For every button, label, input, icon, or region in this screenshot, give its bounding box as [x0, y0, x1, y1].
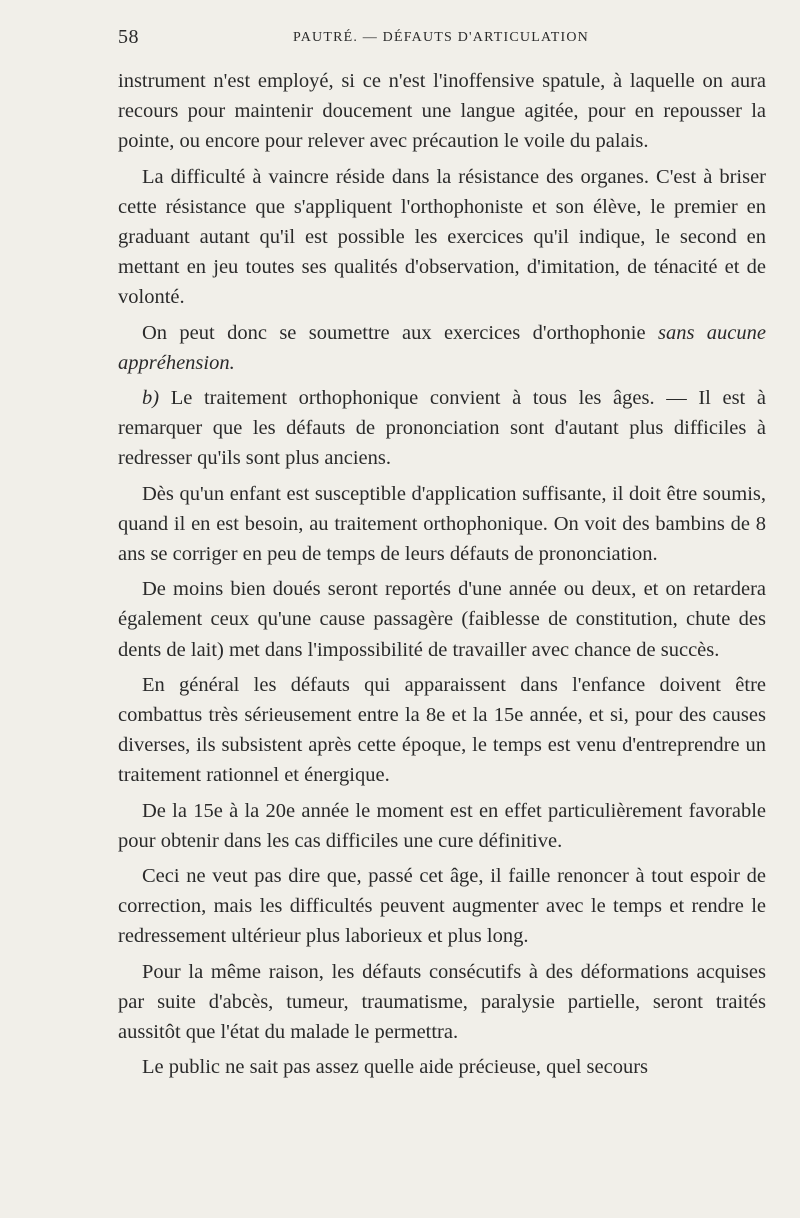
paragraph: Le public ne sait pas assez quelle aide précieuse, quel secours: [142, 1056, 649, 1079]
page-number: 58: [118, 26, 139, 48]
paragraph: [118, 318, 766, 378]
paragraph: Pour la même raison, les défauts consécutifs à des déformations acquises par suite d'abcès, tumeur, traumatisme, paralysie partielle, seront traités aussitôt que l'état du malade le permettra.: [118, 960, 766, 1044]
paragraph: De moins bien doués seront reportés d'une année ou deux, et on retardera également ceux qu'une cause passagère (faiblesse de constitution, chute des dents de lait) met dans l'impossibilité de travailler avec chance de succès.: [118, 578, 766, 661]
paragraph-text: Il est à remarquer que les défauts de prononciation sont d'autant plus difficiles à redresser qu'ils sont plus anciens.: [118, 387, 766, 470]
paragraph: La difficulté à vaincre réside dans la résistance des organes. C'est à briser cette résistance que s'appliquent l'orthophoniste et son élève, le premier en graduant autant qu'il est possible les exercices qu'il indique, le second en mettant en jeu toutes ses qualités d'observation, d'imitation, de ténacité et de volonté.: [118, 165, 766, 309]
section-heading: Le traitement orthophonique convient à tous les âges. —: [159, 387, 699, 410]
paragraph-italic-text: sans aucune appréhension.: [118, 321, 766, 374]
section-label: b): [142, 387, 160, 410]
running-title: PAUTRÉ. — DÉFAUTS D'ARTICULATION: [293, 30, 589, 45]
paragraph: Dès qu'un enfant est susceptible d'application suffisante, il doit être soumis, quand il en est besoin, au traitement orthophonique. On voit des bambins de 8 ans se corriger en peu de temps de leurs défauts de prononciation.: [118, 482, 766, 566]
page-header: [118, 24, 766, 54]
page-body: [118, 66, 766, 1088]
paragraph: En général les défauts qui apparaissent dans l'enfance doivent être combattus très sérieusement entre la 8e et la 15e année, et si, pour des causes diverses, ils subsistent après cette époque, le temps est venu d'entreprendre un traitement rationnel et énergique.: [118, 673, 766, 787]
paragraph: instrument n'est employé, si ce n'est l'inoffensive spatule, à laquelle on aura recours pour maintenir doucement une langue agitée, pour en repousser la pointe, ou encore pour relever avec précaution le voile du palais.: [118, 70, 766, 153]
paragraph: De la 15e à la 20e année le moment est en effet particulièrement favorable pour obtenir dans les cas difficiles une cure définitive.: [118, 799, 766, 852]
paragraph: Ceci ne veut pas dire que, passé cet âge, il faille renoncer à tout espoir de correction, mais les difficultés peuvent augmenter avec le temps et rendre le redressement ultérieur plus laborieux et plus long.: [118, 865, 766, 948]
paragraph: [118, 383, 766, 474]
paragraph-text: On peut donc se soumettre aux exercices d'orthophonie: [142, 321, 658, 344]
